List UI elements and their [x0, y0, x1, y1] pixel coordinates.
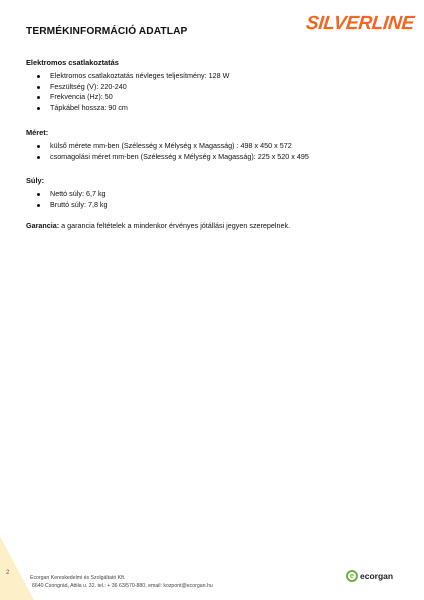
warranty-note: [26, 221, 290, 230]
list-item: Frekvencia (Hz): 50: [26, 92, 229, 103]
section-heading-weight: Súly:: [26, 176, 45, 185]
electrical-list: [26, 71, 229, 113]
ecorgan-logo-icon: e: [346, 570, 358, 582]
footer-company-info: [30, 574, 213, 590]
warranty-label: Garancia:: [26, 221, 60, 230]
size-list: [26, 141, 309, 162]
list-item: Nettó súly: 6,7 kg: [26, 189, 108, 200]
section-heading-size: Méret:: [26, 128, 49, 137]
warranty-text: a garancia feltételek a mindenkor érvényes jótállási jegyen szerepelnek.: [59, 221, 291, 230]
ecorgan-logo-text: ecorgan: [360, 571, 394, 581]
list-item: külső mérete mm-ben (Szélesség x Mélység x Magasság) : 498 x 450 x 572: [26, 141, 309, 152]
list-item: Tápkábel hossza: 90 cm: [26, 103, 229, 114]
brand-logo: SILVERLINE: [305, 13, 416, 34]
weight-list: [26, 189, 108, 210]
footer-contact-line: 6640 Csongrád, Attila u. 32. tel.: + 36 63/570-880, email: kozpont@ecorgan.hu: [32, 583, 213, 589]
corner-decoration: [0, 536, 34, 600]
page-title: TERMÉKINFORMÁCIÓ ADATLAP: [26, 26, 188, 37]
ecorgan-logo: [346, 570, 393, 582]
list-item: Bruttó súly: 7,8 kg: [26, 200, 108, 211]
list-item: Feszültség (V): 220-240: [26, 82, 229, 93]
list-item: csomagolási méret mm-ben (Szélesség x Mélység x Magasság): 225 x 520 x 495: [26, 152, 309, 163]
list-item: Elektromos csatlakoztatás névleges teljesítmény: 128 W: [26, 71, 229, 82]
section-heading-electrical: Elektromos csatlakoztatás: [26, 58, 119, 67]
footer-company-name: Ecorgan Kereskedelmi és Szolgáltató Kft.: [30, 575, 126, 581]
page-number: 2: [6, 570, 10, 576]
